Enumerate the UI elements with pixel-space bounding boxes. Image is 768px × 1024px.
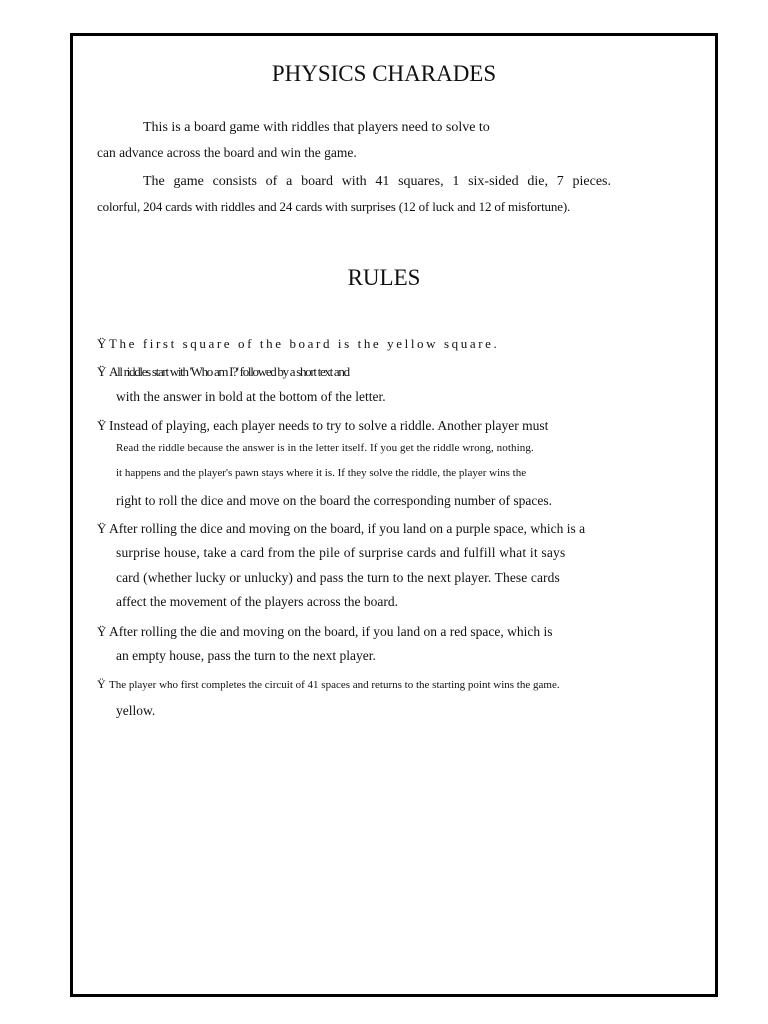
bullet-icon: Ÿ [97,521,107,536]
bullet-icon: Ÿ [97,624,107,639]
rule-1-line-1: Ÿ The first square of the board is the yellow square. [97,336,500,351]
rule-5-line-1: Ÿ After rolling the die and moving on the board, if you land on a red space, which is [97,624,553,639]
rule-2-line-2: with the answer in bold at the bottom of the letter. [116,389,386,404]
rule-3-line-3: it happens and the player's pawn stays where it is. If they solve the riddle, the player wins the [116,467,527,479]
rules-heading: RULES [347,265,421,290]
rule-4-line-4: affect the movement of the players across the board. [116,594,399,609]
bullet-icon: Ÿ [97,677,106,691]
rule-6-line-1: Ÿ The player who first completes the circuit of 41 spaces and returns to the starting point wins the game. [97,677,560,691]
rule-3-line-4: right to roll the dice and move on the board the corresponding number of spaces. [116,493,553,508]
rule-4-line-3: card (whether lucky or unlucky) and pass the turn to the next player. These cards [116,570,560,585]
rule-2-line-1: Ÿ All riddles start with 'Who am I?' followed by a short text and [97,364,349,379]
intro-p1-line1: This is a board game with riddles that players need to solve to [143,120,490,135]
rule-6-line-2: yellow. [116,703,156,718]
rule-5-line-2: an empty house, pass the turn to the next player. [116,648,376,663]
intro-p2-line1: The game consists of a board with 41 squares, 1 six-sided die, 7 pieces. [143,174,611,189]
document-title: PHYSICS CHARADES [271,61,497,86]
rule-4-line-1: Ÿ After rolling the dice and moving on the board, if you land on a purple space, which is a [97,521,586,536]
bullet-icon: Ÿ [97,418,107,433]
rule-3-line-2: Read the riddle because the answer is in the letter itself. If you get the riddle wrong, nothing. [116,442,534,454]
rule-3-line-1: Ÿ Instead of playing, each player needs to try to solve a riddle. Another player must [97,418,549,433]
bullet-icon: Ÿ [97,364,107,379]
intro-p1-line2: can advance across the board and win the game. [97,145,357,160]
rule-4-line-2: surprise house, take a card from the pile of surprise cards and fulfill what it says [116,545,566,560]
intro-p2-line2: colorful, 204 cards with riddles and 24 cards with surprises (12 of luck and 12 of misfortune). [97,199,571,214]
bullet-icon: Ÿ [97,336,107,351]
